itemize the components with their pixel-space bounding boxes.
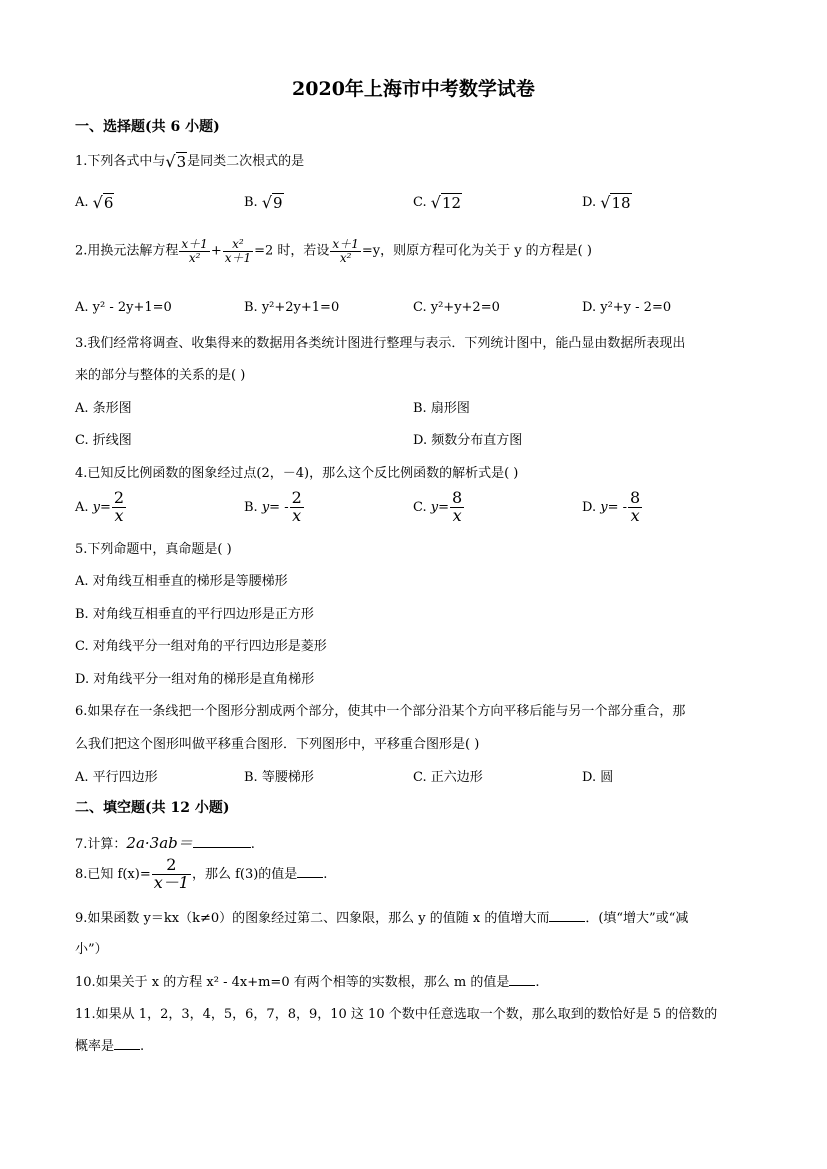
question-6-line-2: 么我们把这个图形叫做平移重合图形．下列图形中，平移重合图形是( )	[75, 737, 480, 752]
question-11-line-1: 11.如果从 1，2，3，4，5，6，7，8，9，10 这 10 个数中任意选取一个数，那么取到的数恰好是 5 的倍数的	[75, 1007, 718, 1022]
question-2: 2.用换元法解方程 $\frac{x+1}{\text{x²}}$ + $\frac{\text{x²}}{x+1}$ =2 时，若设 $\frac{x+1}{\text{x²}}$ =y，则原方程可化为关于 y 的方程是( )	[75, 237, 592, 265]
question-7: 7.计算：2a·3ab＝ .	[75, 834, 255, 852]
question-3-line-2: 来的部分与整体的关系的是( )	[75, 368, 246, 383]
q3-option-d: D. 频数分布直方图	[413, 433, 523, 448]
question-8: 8.已知 f(x)= $\frac{2}{x-1}$ ，那么 f(3)的值是 .	[75, 855, 328, 892]
section-heading-choice: 一、选择题(共 6 小题)	[75, 119, 220, 135]
q2-option-c: C. y²+y+2=0	[413, 300, 500, 315]
question-9-line-2: 小”）	[75, 942, 108, 957]
section-heading-fill: 二、填空题(共 12 小题)	[75, 800, 230, 816]
q3-option-c: C. 折线图	[75, 433, 132, 448]
q6-option-d: D. 圆	[582, 770, 614, 785]
q1-option-a: A. √6	[75, 193, 114, 212]
q3-option-b: B. 扇形图	[413, 401, 470, 416]
page-title: 2020年上海市中考数学试卷	[292, 78, 535, 100]
sqrt-expression: √3	[165, 152, 187, 171]
question-4: 4.已知反比例函数的图象经过点(2，－4)，那么这个反比例函数的解析式是( )	[75, 466, 519, 481]
question-10: 10.如果关于 x 的方程 x² - 4x+m=0 有两个相等的实数根，那么 m 的值是 .	[75, 975, 540, 990]
question-5: 5.下列命题中，真命题是( )	[75, 542, 232, 557]
q6-option-b: B. 等腰梯形	[244, 770, 314, 785]
q3-option-a: A. 条形图	[75, 401, 132, 416]
q6-option-a: A. 平行四边形	[75, 770, 158, 785]
q1-option-c: C. √12	[413, 193, 462, 212]
question-3-line-1: 3.我们经常将调查、收集得来的数据用各类统计图进行整理与表示．下列统计图中，能凸显由数据所表现出	[75, 336, 686, 351]
q2-option-b: B. y²+2y+1=0	[244, 300, 340, 315]
question-6-line-1: 6.如果存在一条线把一个图形分割成两个部分，使其中一个部分沿某个方向平移后能与另一个部分重合，那	[75, 704, 686, 719]
q2-option-a: A. y² - 2y+1=0	[75, 300, 172, 315]
question-11-line-2: 概率是 .	[75, 1039, 145, 1054]
q5-option-a: A. 对角线互相垂直的梯形是等腰梯形	[75, 574, 288, 589]
q4-option-c: C. y= $\frac{8}{x}$	[413, 488, 463, 525]
q4-option-a: A. y= $\frac{2}{x}$	[75, 488, 125, 525]
q4-option-d: D. y= - $\frac{8}{x}$	[582, 488, 641, 525]
q5-option-d: D. 对角线平分一组对角的梯形是直角梯形	[75, 672, 315, 687]
q1-option-b: B. √9	[244, 193, 283, 212]
q6-option-c: C. 正六边形	[413, 770, 483, 785]
q5-option-b: B. 对角线互相垂直的平行四边形是正方形	[75, 607, 314, 622]
q4-option-b: B. y= - $\frac{2}{x}$	[244, 488, 302, 525]
q5-option-c: C. 对角线平分一组对角的平行四边形是菱形	[75, 639, 327, 654]
q2-option-d: D. y²+y - 2=0	[582, 300, 672, 315]
q1-option-d: D. √18	[582, 193, 631, 212]
question-1: 1.下列各式中与√3是同类二次根式的是	[75, 152, 305, 171]
question-9-line-1: 9.如果函数 y＝kx（k≠0）的图象经过第二、四象限，那么 y 的值随 x 的值增大而 ．(填“增大”或“减	[75, 911, 689, 926]
